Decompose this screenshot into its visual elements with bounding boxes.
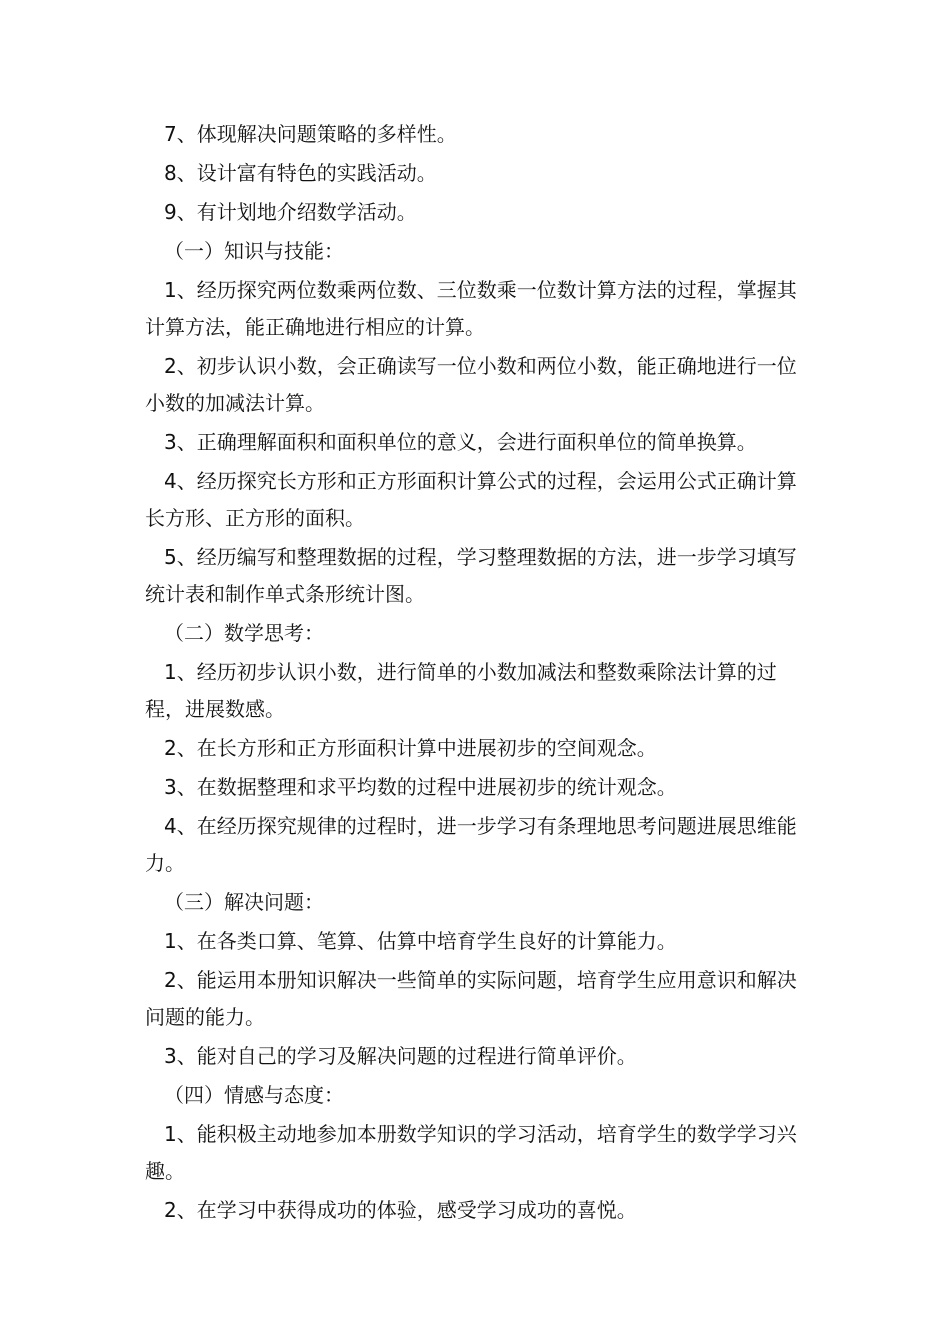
paragraph-thinking-2: 2、在长方形和正方形面积计算中进展初步的空间观念。 bbox=[164, 736, 657, 760]
paragraph-knowledge-1: 1、经历探究两位数乘两位数、三位数乘一位数计算方法的过程，掌握其计算方法，能正确地进行相应的计算。 bbox=[145, 278, 797, 339]
paragraph-thinking-3: 3、在数据整理和求平均数的过程中进展初步的统计观念。 bbox=[164, 775, 677, 799]
paragraph-solving-2: 2、能运用本册知识解决一些简单的实际问题，培育学生应用意识和解决问题的能力。 bbox=[145, 968, 797, 1029]
section-heading-math-thinking: （二）数学思考： bbox=[164, 621, 324, 645]
section-heading-knowledge-skills: （一）知识与技能： bbox=[164, 239, 344, 263]
paragraph-solving-1: 1、在各类口算、笔算、估算中培育学生良好的计算能力。 bbox=[164, 929, 677, 953]
paragraph-knowledge-4: 4、经历探究长方形和正方形面积计算公式的过程，会运用公式正确计算长方形、正方形的面积。 bbox=[145, 469, 797, 530]
paragraph-item-8: 8、设计富有特色的实践活动。 bbox=[164, 161, 437, 185]
section-heading-problem-solving: （三）解决问题： bbox=[164, 890, 324, 914]
paragraph-knowledge-5: 5、经历编写和整理数据的过程，学习整理数据的方法，进一步学习填写统计表和制作单式条形统计图。 bbox=[145, 545, 797, 606]
paragraph-emotion-2: 2、在学习中获得成功的体验，感受学习成功的喜悦。 bbox=[164, 1198, 637, 1222]
paragraph-emotion-1: 1、能积极主动地参加本册数学知识的学习活动，培育学生的数学学习兴趣。 bbox=[145, 1122, 797, 1183]
paragraph-knowledge-2: 2、初步认识小数，会正确读写一位小数和两位小数，能正确地进行一位小数的加减法计算。 bbox=[145, 354, 797, 415]
paragraph-item-9: 9、有计划地介绍数学活动。 bbox=[164, 200, 417, 224]
paragraph-knowledge-3: 3、正确理解面积和面积单位的意义，会进行面积单位的简单换算。 bbox=[164, 430, 757, 454]
paragraph-thinking-1: 1、经历初步认识小数，进行简单的小数加减法和整数乘除法计算的过程，进展数感。 bbox=[145, 660, 777, 721]
paragraph-item-7: 7、体现解决问题策略的多样性。 bbox=[164, 122, 457, 146]
paragraph-solving-3: 3、能对自己的学习及解决问题的过程进行简单评价。 bbox=[164, 1044, 637, 1068]
section-heading-emotion-attitude: （四）情感与态度： bbox=[164, 1083, 344, 1107]
paragraph-thinking-4: 4、在经历探究规律的过程时，进一步学习有条理地思考问题进展思维能力。 bbox=[145, 814, 797, 875]
document-body bbox=[145, 116, 815, 1229]
